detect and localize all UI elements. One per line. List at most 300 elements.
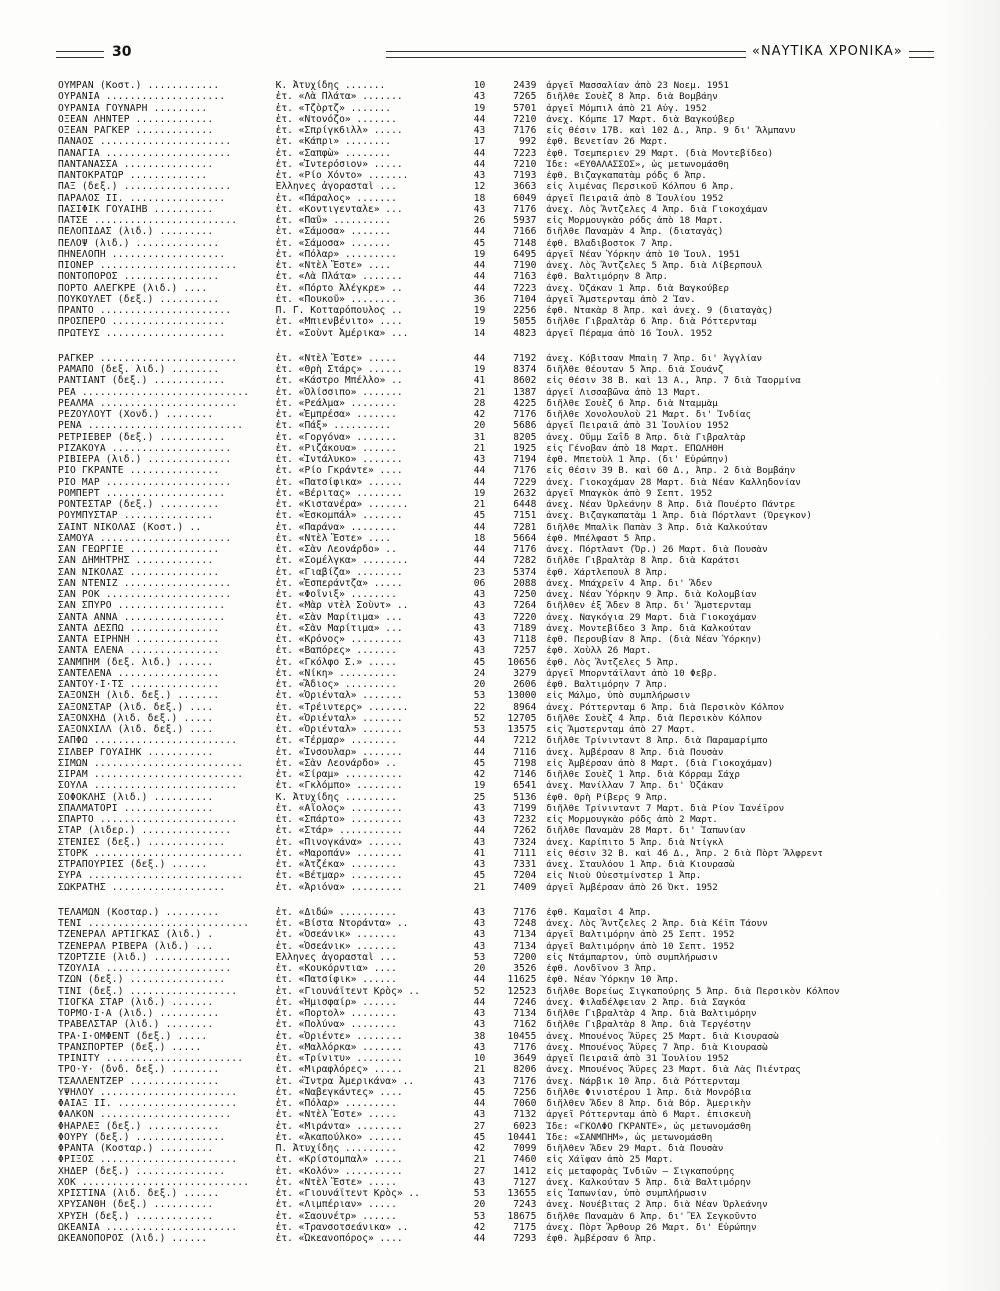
table-row bbox=[58, 283, 858, 294]
ship-crew: 44 bbox=[473, 746, 486, 758]
ship-movement: Ἴδε: «ΕΥΘΑΛΑΣΣΟΣ», ὡς μετωνομάσθη bbox=[546, 158, 729, 170]
ship-crew: 44 bbox=[473, 974, 486, 986]
ship-movement: ἀνεχ. Ρόττερνταμ 6 Ἀπρ. διὰ Περσικὸν Κόλπον bbox=[546, 701, 785, 713]
table-row bbox=[58, 986, 858, 997]
ship-name: ΠΑΝΤΟΚΡΑΤΩΡ ............. bbox=[58, 170, 208, 181]
ship-name: ΣΠΑΛΜΑΤΟΡΙ ............... bbox=[58, 802, 214, 814]
table-row bbox=[58, 1233, 858, 1244]
ship-tonnage: 7250 bbox=[513, 589, 537, 600]
ship-crew: 52 bbox=[473, 712, 486, 724]
ship-name: ΤΟΡΜΟ·Ι·Α (λιδ.) .......... bbox=[58, 1008, 220, 1019]
ship-movement: ἀνεχ. Νέαν Ὑόρκην 9 Ἀπρ. διὰ Κολομβίαν bbox=[546, 589, 757, 600]
ship-movement: ἀργεῖ Μπορντάϊλαντ ἀπὸ 10 Φεβρ. bbox=[546, 667, 718, 679]
ship-tonnage: 5055 bbox=[513, 316, 537, 328]
ship-name: ΡΙΖΑΚΟΥΑ .................... bbox=[58, 442, 232, 454]
ship-movement: ἀνεχ. Ὀζάκαν 1 Ἀπρ. διὰ Βαγκούβερ bbox=[546, 282, 729, 294]
table-row bbox=[58, 271, 858, 282]
ship-tonnage: 7200 bbox=[513, 951, 537, 963]
ship-owner: ἑτ. «Ἐσπεράντζα» ..... bbox=[275, 577, 403, 589]
ship-tonnage: 1925 bbox=[513, 442, 537, 454]
ship-movement: ἀνεχ. Καλκούταν 5 Ἀπρ. διὰ Βαλτιμόρην bbox=[546, 1176, 752, 1188]
ship-movement: ἀργεῖ Μπαγκὸκ ἀπὸ 9 Σεπτ. 1952 bbox=[546, 487, 713, 499]
ship-owner: ἑτ. «Πάξ» .......... bbox=[275, 420, 392, 432]
ship-name: ΩΚΕΑΝΟΠΟΡΟΣ (λιδ.) ...... bbox=[58, 1233, 208, 1244]
table-row bbox=[58, 1064, 858, 1075]
table-row bbox=[58, 125, 858, 136]
ship-movement: διῆλθε Σουὲζ 1 Ἀπρ. διὰ Κόρραμ Σάχρ bbox=[546, 769, 740, 780]
ship-movement: ἀνεχ. Μπουένος Ἄϋρες 25 Μαρτ. διὰ Κιουρασὼ bbox=[546, 1030, 779, 1042]
ship-movement: ἐφθ. Χάρτλεπουλ 8 Ἀπρ. bbox=[546, 566, 669, 578]
ship-crew: 44 bbox=[473, 996, 486, 1008]
ship-name: ΡΑΜΑΠΟ (δεξ. λιδ.) ........ bbox=[58, 364, 220, 375]
ship-crew: 53 bbox=[473, 951, 486, 963]
ship-crew: 43 bbox=[473, 1075, 486, 1087]
table-row bbox=[58, 907, 858, 918]
ship-tonnage: 7176 bbox=[513, 544, 537, 555]
ship-crew: 43 bbox=[473, 170, 486, 181]
table-row bbox=[58, 522, 858, 533]
ship-movement: εἰς λιμένας Περσικοῦ Κόλπου 6 Ἀπρ. bbox=[546, 181, 735, 193]
table-row bbox=[58, 488, 858, 499]
ship-tonnage: 2632 bbox=[513, 487, 537, 499]
ship-movement: ἐφθ. Καμαΐσι 4 Ἀπρ. bbox=[546, 906, 652, 918]
table-row bbox=[58, 226, 858, 237]
table-row bbox=[58, 1042, 858, 1053]
ship-tonnage: 7460 bbox=[513, 1154, 537, 1166]
table-row bbox=[58, 1154, 858, 1165]
ship-movement: εἰς θέσιν 38 Β. καὶ 13 Α., Ἀπρ. 7 διὰ Ταορμίνα bbox=[546, 375, 801, 387]
ship-name: ΣΑΝΤΕΛΕΝΑ ................. bbox=[58, 667, 220, 679]
ship-name: ΣΤΑΡ (λιδερ.) ............... bbox=[58, 825, 232, 837]
ship-tonnage: 7146 bbox=[513, 769, 537, 780]
ship-crew: 45 bbox=[473, 870, 486, 882]
ship-owner: ἑτ. «Ντὲλ Ἔστε» ..... bbox=[275, 352, 397, 364]
ship-tonnage: 18675 bbox=[507, 1210, 537, 1222]
ship-name: ΠΟΝΤΟΠΟΡΟΣ ................ bbox=[58, 271, 220, 283]
table-row bbox=[58, 758, 858, 769]
ship-owner: ἑτ. «Σπάρτο» ......... bbox=[275, 814, 403, 825]
ship-crew: 43 bbox=[473, 600, 486, 612]
ship-crew: 21 bbox=[473, 499, 486, 510]
ship-crew: 41 bbox=[473, 847, 486, 859]
table-row bbox=[58, 1098, 858, 1109]
ship-crew: 19 bbox=[473, 780, 486, 792]
ship-movement: διῆλθε Γιβραλτὰρ 4 Ἀπρ. διὰ Βαλτιμόρην bbox=[546, 1008, 757, 1019]
ship-owner: ἑτ. «Λιμπέριαν» ..... bbox=[275, 1199, 397, 1211]
ship-crew: 45 bbox=[473, 757, 486, 769]
ship-crew: 53 bbox=[473, 1210, 486, 1222]
ship-movement: Ἴδε: «ΓΚΟΛΦΟ ΓΚΡΑΝΤΕ», ὡς μετωνομάσθη bbox=[546, 1120, 752, 1132]
ship-crew: 14 bbox=[473, 327, 486, 339]
ship-tonnage: 7175 bbox=[513, 1221, 537, 1233]
ship-tonnage: 5136 bbox=[513, 791, 537, 803]
ship-movement: ἀνεχ. Βιζαγκαπατὰμ 1 Ἀπρ. διὰ Πόρτλαντ (Ὀρεγκον) bbox=[546, 510, 812, 522]
page-edge-shading bbox=[940, 0, 1000, 1291]
ship-tonnage: 7199 bbox=[513, 802, 537, 814]
ship-name: ΠΑΝΤΑΝΑΣΣΑ ............... bbox=[58, 158, 214, 170]
ship-name: ΤΕΛΑΜΩΝ (Κοσταρ.) ......... bbox=[58, 906, 220, 918]
ship-name: ΦΑΙΑΞ ΙΙ. .................... bbox=[58, 1098, 238, 1109]
ship-crew: 44 bbox=[473, 544, 486, 555]
ship-tonnage: 7132 bbox=[513, 1109, 537, 1121]
ship-tonnage: 7176 bbox=[513, 465, 537, 477]
table-row bbox=[58, 859, 858, 870]
ship-owner: ἑτ. «Ἰνσουλαρ» ....... bbox=[275, 746, 403, 758]
ship-tonnage: 2256 bbox=[513, 305, 537, 316]
ship-name: ΠΡΑΝΤΟ ...................... bbox=[58, 305, 232, 316]
ship-crew: 43 bbox=[473, 940, 486, 952]
table-row bbox=[58, 193, 858, 204]
ship-tonnage: 7243 bbox=[513, 1199, 537, 1211]
ship-tonnage: 7193 bbox=[513, 170, 537, 181]
ship-owner: ἑτ. «Βαπόρες» ....... bbox=[275, 645, 397, 657]
ship-crew: 43 bbox=[473, 91, 486, 103]
table-row bbox=[58, 713, 858, 724]
ship-crew: 43 bbox=[473, 589, 486, 600]
ship-owner: ἑτ. «Γιαβίζα» ........ bbox=[275, 566, 403, 578]
ship-owner: ἑτ. «Πατσίφικα» ...... bbox=[275, 476, 403, 488]
ship-crew: 27 bbox=[473, 1165, 486, 1177]
ship-name: ΣΑΞΟΝΧΙΛΛ (λιδ. δεξ.) .... bbox=[58, 724, 214, 735]
page-header bbox=[56, 42, 934, 68]
table-row bbox=[58, 1019, 858, 1030]
ship-tonnage: 12705 bbox=[507, 712, 537, 724]
ship-name: ΠΡΟΣΠΕΡΟ ................... bbox=[58, 316, 226, 328]
ship-name: ΣΤΟΡΚ ......................... bbox=[58, 847, 244, 859]
ship-movement: ἀργεῖ Μόμπιλ ἀπὸ 21 Αὐγ. 1952 bbox=[546, 102, 707, 114]
ship-crew: 21 bbox=[473, 442, 486, 454]
ship-name: ΤΖΟΥΛΙΑ ..................... bbox=[58, 963, 232, 974]
table-row bbox=[58, 420, 858, 431]
ship-movement: ἀνεχ. Οὔμμ Σαΐδ 8 Ἀπρ. διὰ Γιβραλτὰρ bbox=[546, 431, 746, 443]
table-row bbox=[58, 364, 858, 375]
ship-crew: 19 bbox=[473, 364, 486, 375]
ship-name: ΟΞΕΑΝ ΛΗΝΤΕΡ ............. bbox=[58, 113, 214, 125]
ship-name: ΟΞΕΑΝ ΡΑΓΚΕΡ ............. bbox=[58, 125, 214, 136]
ship-crew: 44 bbox=[473, 1233, 486, 1244]
ship-name: ΣΟΥΛΑ ........................ bbox=[58, 780, 238, 792]
ship-tonnage: 4823 bbox=[513, 327, 537, 339]
ship-owner: ἑτ. «Κρίστομπαλ» ..... bbox=[275, 1154, 403, 1166]
ship-tonnage: 7118 bbox=[513, 634, 537, 645]
ship-tonnage: 4225 bbox=[513, 397, 537, 409]
ship-name: ΡΟΝΤΕΣΤΑΡ (δεξ.) .......... bbox=[58, 499, 220, 510]
ship-name: ΠΡΩΤΕΥΣ .................... bbox=[58, 327, 226, 339]
ship-name: ΡΟΜΠΕΡΤ .................... bbox=[58, 487, 226, 499]
ship-crew: 27 bbox=[473, 1120, 486, 1132]
ship-movement: ἐφθ. Βαλτιμόρην 8 Ἀπρ. bbox=[546, 271, 669, 283]
ship-movement: διῆλθε Γιβραλτὰρ 8 Ἀπρ. διὰ Καράτσι bbox=[546, 555, 740, 567]
ship-name: ΣΑΝ ΔΗΜΗΤΡΗΣ ............. bbox=[58, 555, 214, 567]
table-row bbox=[58, 1132, 858, 1143]
ship-owner: ἑτ. «Πινογκάνα» ...... bbox=[275, 836, 403, 848]
ship-owner: ἑτ. «Σπρίγκ6ιλλ» ..... bbox=[275, 125, 403, 136]
ship-tonnage: 3663 bbox=[513, 181, 537, 193]
ship-owner: ἑτ. «Ἄδιος» ......... bbox=[275, 679, 397, 690]
table-row bbox=[58, 1222, 858, 1233]
ship-tonnage: 7257 bbox=[513, 645, 537, 657]
ship-movement: διῆλθε Θέουταν 5 Ἀπρ. διὰ Σουάνζ bbox=[546, 364, 724, 375]
ship-owner: ἑτ. «Μὰρ ντὲλ Σοὺντ» .. bbox=[275, 600, 409, 612]
ship-owner: ἑτ. «Κάστρο Μπέλλο» .. bbox=[275, 375, 403, 387]
table-row bbox=[58, 780, 858, 791]
ship-tonnage: 13575 bbox=[507, 724, 537, 735]
ship-tonnage: 7176 bbox=[513, 409, 537, 420]
ship-name: ΣΑΝΤΑ ΕΙΡΗΝΗ .............. bbox=[58, 634, 220, 645]
ship-crew: 24 bbox=[473, 667, 486, 679]
ship-tonnage: 7176 bbox=[513, 203, 537, 215]
ship-owner: ἑτ. «Ντὲλ Ἔστε» ..... bbox=[275, 1109, 397, 1121]
ship-owner: ἑτ. «Πάραλος» ....... bbox=[275, 192, 397, 204]
ship-movement: διῆλθε Γιβραλτὰρ 6 Ἀπρ. διὰ Ρόττερνταμ bbox=[546, 316, 757, 328]
ship-name: ΦΡΙΞΟΣ ....................... bbox=[58, 1154, 238, 1166]
ship-group bbox=[58, 353, 858, 893]
ship-crew: 43 bbox=[473, 203, 486, 215]
ship-movement: ἀργεῖ Ἄμστερνταμ ἀπὸ 2 Ἰαν. bbox=[546, 293, 696, 305]
ship-owner: ἑτ. «Ἡμισφαίρ» ...... bbox=[275, 996, 397, 1008]
ship-owner: ἑτ. «Γκόλφο Σ.» ..... bbox=[275, 656, 397, 668]
ship-tonnage: 8206 bbox=[513, 1064, 537, 1076]
table-row bbox=[58, 941, 858, 952]
table-row bbox=[58, 305, 858, 316]
ship-crew: 42 bbox=[473, 769, 486, 780]
ship-tonnage: 5664 bbox=[513, 532, 537, 544]
ship-crew: 43 bbox=[473, 1041, 486, 1053]
ship-owner: ἑτ. «Σὰν Λεονάρδο» .. bbox=[275, 757, 397, 769]
ship-crew: 44 bbox=[473, 113, 486, 125]
ship-owner: ἑτ. «Ὀλίσσιπο» ....... bbox=[275, 386, 403, 398]
ship-group bbox=[58, 907, 858, 1245]
table-row bbox=[58, 679, 858, 690]
ship-crew: 44 bbox=[473, 352, 486, 364]
ship-crew: 44 bbox=[473, 226, 486, 238]
table-row bbox=[58, 814, 858, 825]
ship-movement: ἐφθ. Χοὺλλ 26 Μαρτ. bbox=[546, 645, 652, 657]
ship-movement: ἐφθ. Νέαν Ὑόρκην 10 Ἀπρ. bbox=[546, 974, 680, 986]
ship-movement: ἀνεχ. Λὸς Ἄντζελες 5 Ἀπρ. διὰ Λίβερπουλ bbox=[546, 260, 763, 271]
ship-owner: Ἕλληνες ἀγορασταὶ ... bbox=[275, 181, 397, 193]
ship-crew: 18 bbox=[473, 192, 486, 204]
ship-movement: ἀνεχ. Φιλαδέλφειαν 2 Ἀπρ. διὰ Σαγκόα bbox=[546, 996, 746, 1008]
ship-name: ΧΗΔΕΡ (δεξ.) ............... bbox=[58, 1165, 226, 1177]
table-row bbox=[58, 249, 858, 260]
ship-owner: ἑτ. «Σίραμ» .......... bbox=[275, 769, 403, 780]
ship-owner: ἑτ. «Σαουνέτρ» ...... bbox=[275, 1210, 397, 1222]
ship-tonnage: 7331 bbox=[513, 859, 537, 870]
ship-crew: 43 bbox=[473, 1008, 486, 1019]
ship-name: ΡΕΤΡΙΕΒΕΡ (δεξ.) ........... bbox=[58, 431, 226, 443]
table-row bbox=[58, 600, 858, 611]
ship-movement: ἐφθ. Βιζαγκαπατὰμ ρόδς 6 Ἀπρ. bbox=[546, 170, 707, 181]
ship-tonnage: 7232 bbox=[513, 814, 537, 825]
ship-name: ΣΑΝ ΝΙΚΟΛΑΣ ............... bbox=[58, 566, 220, 578]
table-row bbox=[58, 375, 858, 386]
table-row bbox=[58, 294, 858, 305]
table-row bbox=[58, 1053, 858, 1064]
ship-name: ΡΕΖΟΥΛΟΥΤ (Χονδ.) ........ bbox=[58, 409, 214, 420]
ship-owner: ἑτ. «Στάρ» ........... bbox=[275, 825, 403, 837]
ship-tonnage: 5937 bbox=[513, 215, 537, 226]
ship-owner: ἑτ. «Γιουνάϊτεντ Κρὸς» .. bbox=[275, 985, 420, 997]
ship-name: ΣΑΝΜΠΗΜ (δεξ. λιδ.) ...... bbox=[58, 656, 214, 668]
ship-crew: 38 bbox=[473, 1030, 486, 1042]
ship-movement: διῆλθεν Ἄδεν 29 Μαρτ. διὰ Πουσὰν bbox=[546, 1143, 724, 1154]
ship-crew: 18 bbox=[473, 532, 486, 544]
ship-owner: ἑτ. «Ἀκαπούλκο» ...... bbox=[275, 1131, 403, 1143]
ship-crew: 20 bbox=[473, 963, 486, 974]
ship-name: ΠΕΛΟΠΙΔΑΣ (λιδ.) ......... bbox=[58, 226, 214, 238]
ship-name: ΣΑΝΤΑ ΔΕΣΠΩ ............... bbox=[58, 622, 220, 634]
ship-movement: εἰς Μάλμο, ὑπὸ συμπλήρωσιν bbox=[546, 690, 691, 702]
table-row bbox=[58, 645, 858, 656]
ship-owner: ἑτ. «Κιστανέρα» ....... bbox=[275, 499, 409, 510]
ship-owner: ἑτ. «Γιουνάϊτεντ Κρὸς» .. bbox=[275, 1188, 420, 1199]
ship-tonnage: 7409 bbox=[513, 881, 537, 893]
ship-movement: ἐφθ. Μπετοὺλ 1 Ἀπρ. (δι' Εὐρώπην) bbox=[546, 454, 729, 465]
table-row bbox=[58, 578, 858, 589]
ship-crew: 43 bbox=[473, 906, 486, 918]
ship-movement: ἀργεῖ Λισσαβῶνα ἀπὸ 13 Μαρτ. bbox=[546, 386, 702, 398]
table-row bbox=[58, 148, 858, 159]
ship-crew: 43 bbox=[473, 611, 486, 623]
ship-movement: ἀργεῖ Βαλτιμόρην ἀπὸ 25 Σεπτ. 1952 bbox=[546, 929, 735, 941]
ship-crew: 19 bbox=[473, 487, 486, 499]
table-row bbox=[58, 724, 858, 735]
ship-movement: ἐφθ. Τσεμπεριεν 29 Μαρτ. (διὰ Μοντεβίδεο) bbox=[546, 147, 774, 159]
ship-crew: 53 bbox=[473, 724, 486, 735]
table-row bbox=[58, 353, 858, 364]
ship-movement: ἀνεχ. Μοντεβίδεο 3 Ἀπρ. διὰ Καλκούταν bbox=[546, 622, 752, 634]
ship-name: ΠΑΡΑΛΟΣ ΙΙ. ................ bbox=[58, 192, 226, 204]
ship-owner: ἑτ. «Ἐσκομπάλ» ....... bbox=[275, 510, 403, 522]
ship-movement: ἀνεχ. Λὸς Ἄντζελες 4 Ἀπρ. διὰ Γιοκοχάμαν bbox=[546, 203, 768, 215]
ship-name: ΡΙΟ ΜΑΡ ..................... bbox=[58, 476, 232, 488]
ship-tonnage: 7176 bbox=[513, 125, 537, 136]
ship-owner: ἑτ. «Κρόνος» ......... bbox=[275, 634, 403, 645]
ship-movement: διῆλθε Παναμὰν 4 Ἀπρ. (διαταγὰς) bbox=[546, 226, 724, 238]
ship-tonnage: 7246 bbox=[513, 996, 537, 1008]
ship-movement: ἀργεῖ Πειραιᾶ ἀπὸ 31 Ἰουλίου 1952 bbox=[546, 1053, 729, 1064]
ship-name: ΡΟΥΜΠΥΣΤΑΡ ............... bbox=[58, 510, 214, 522]
ship-owner: Π. Ἀτυχίδης ......... bbox=[275, 1143, 397, 1154]
ship-name: ΤΖΟΡΤΖΙΕ (λιδ.) ............. bbox=[58, 951, 232, 963]
ship-movement: διῆλθε Παναμὰν 28 Μαρτ. δι' Ἰαπωνίαν bbox=[546, 825, 746, 837]
journal-title: «ΝΑΥΤΙΚΑ ΧΡΟΝΙΚΑ» bbox=[746, 44, 909, 59]
table-row bbox=[58, 170, 858, 181]
table-row bbox=[58, 238, 858, 249]
ship-tonnage: 3279 bbox=[513, 667, 537, 679]
ship-crew: 45 bbox=[473, 656, 486, 668]
ship-owner: ἑτ. «Ὀριέντε» ........ bbox=[275, 1030, 403, 1042]
ship-tonnage: 7223 bbox=[513, 147, 537, 159]
ship-crew: 44 bbox=[473, 555, 486, 567]
ship-name: ΣΑΞΟΝΧΗΔ (λιδ. δεξ.) ..... bbox=[58, 712, 214, 724]
ship-movement: εἰς θέσιν 32 Β. καὶ 46 Δ., Ἀπρ. 2 διὰ Πὸρτ Ἄλφρεντ bbox=[546, 847, 823, 859]
ship-name: ΠΟΡΤΟ ΑΛΕΓΚΡΕ (λιδ.) .... bbox=[58, 282, 208, 294]
ship-owner: ἑτ. «Διδώ» .......... bbox=[275, 906, 397, 918]
ship-movement: ἀργεῖ Πέραμα ἀπὸ 16 Ἰουλ. 1952 bbox=[546, 327, 713, 339]
ship-owner: Κ. Ἀτυχίδης ....... bbox=[275, 80, 386, 91]
ship-tonnage: 992 bbox=[519, 136, 537, 148]
ship-name: ΧΡΥΣΑΝΘΗ (δεξ.) .......... bbox=[58, 1199, 214, 1211]
ship-movement: ἐφθ. Βαλτιμόρην 7 Ἀπρ. bbox=[546, 679, 669, 690]
ship-owner: ἑτ. «Πατσίφικ» ...... bbox=[275, 974, 397, 986]
table-row bbox=[58, 328, 858, 339]
ship-owner: ἑτ. «Ντὲλ Ἔστε» .... bbox=[275, 532, 392, 544]
ship-crew: 43 bbox=[473, 929, 486, 941]
ship-crew: 45 bbox=[473, 1131, 486, 1143]
ship-owner: ἑτ. «Μπιενβένιτο» .... bbox=[275, 316, 403, 328]
ship-owner: ἑτ. «Κάπρι» ........ bbox=[275, 136, 392, 148]
header-rule-left bbox=[56, 51, 104, 58]
table-row bbox=[58, 533, 858, 544]
table-row bbox=[58, 398, 858, 409]
ship-tonnage: 2088 bbox=[513, 577, 537, 589]
ship-tonnage: 5374 bbox=[513, 566, 537, 578]
ship-owner: ἑτ. «Κολόν» .......... bbox=[275, 1165, 403, 1177]
ship-tonnage: 2439 bbox=[513, 80, 537, 91]
ship-name: ΤΖΕΝΕΡΑΛ ΡΙΒΕΡΑ (λιδ.) ... bbox=[58, 940, 214, 952]
ship-movement: ἐφθ. Βενετίαν 26 Μαρτ. bbox=[546, 136, 669, 148]
table-row bbox=[58, 114, 858, 125]
ship-crew: 19 bbox=[473, 248, 486, 260]
table-row bbox=[58, 952, 858, 963]
table-row bbox=[58, 612, 858, 623]
ship-name: ΠΗΝΕΛΟΠΗ ................... bbox=[58, 248, 226, 260]
ship-crew: 45 bbox=[473, 1086, 486, 1098]
ship-owner: ἑτ. «Ὠκεανοπόρος» .... bbox=[275, 1233, 403, 1244]
ship-tonnage: 12523 bbox=[507, 985, 537, 997]
ship-crew: 45 bbox=[473, 510, 486, 522]
ship-owner: ἑτ. «Ὀριένταλ» ....... bbox=[275, 690, 403, 702]
ship-tonnage: 7223 bbox=[513, 282, 537, 294]
ship-tonnage: 7166 bbox=[513, 226, 537, 238]
ship-owner: ἑτ. «Μαροπάν» ........ bbox=[275, 847, 403, 859]
ship-movement: ἀνεχ. Πόρτλαντ (Ὄρ.) 26 Μαρτ. διὰ Πουσὰν bbox=[546, 544, 768, 555]
ship-crew: 44 bbox=[473, 521, 486, 533]
ship-owner: ἑτ. «Ἰντάλυκο» ....... bbox=[275, 454, 403, 465]
table-row bbox=[58, 974, 858, 985]
table-row bbox=[58, 735, 858, 746]
table-row bbox=[58, 997, 858, 1008]
ship-crew: 43 bbox=[473, 1019, 486, 1031]
ship-owner: ἑτ. «Ναβεγκάντες» .... bbox=[275, 1086, 403, 1098]
ship-name: ΣΑΝΤΟΥ·Ι·ΤΣ ............... bbox=[58, 679, 220, 690]
ship-crew: 43 bbox=[473, 454, 486, 465]
ship-tonnage: 3649 bbox=[513, 1053, 537, 1064]
table-row bbox=[58, 103, 858, 114]
table-row bbox=[58, 589, 858, 600]
ship-owner: ἑτ. «Ὀσεάνικ» ....... bbox=[275, 940, 397, 952]
ship-movement: ἀνεχ. Σταυλόου 1 Ἀπρ. διὰ Κιουρασὼ bbox=[546, 859, 735, 870]
ship-owner: ἑτ. «Ντὲλ Ἔστε» .... bbox=[275, 260, 392, 271]
ship-name: ΣΑΞΟΝΣΤΑΡ (λιδ. δεξ.) .... bbox=[58, 701, 214, 713]
table-row bbox=[58, 204, 858, 215]
ship-owner: ἑτ. «Σομέλγκα» ........ bbox=[275, 555, 409, 567]
ship-crew: 42 bbox=[473, 409, 486, 420]
ship-tonnage: 6541 bbox=[513, 780, 537, 792]
table-row bbox=[58, 747, 858, 758]
ship-tonnage: 7220 bbox=[513, 611, 537, 623]
ship-owner: ἑτ. «Θρὴ Στάρς» ...... bbox=[275, 364, 403, 375]
ship-name: ΣΙΛΒΕΡ ΓΟΥΑΙΗΚ ........... bbox=[58, 746, 214, 758]
ship-tonnage: 6495 bbox=[513, 248, 537, 260]
ship-movement: εἰς θέσιν 39 Β. καὶ 60 Δ., Ἀπρ. 2 διὰ Βομβάην bbox=[546, 465, 796, 477]
table-row bbox=[58, 1143, 858, 1154]
table-row bbox=[58, 454, 858, 465]
ship-tonnage: 7248 bbox=[513, 918, 537, 929]
ship-name: ΩΚΕΑΝΙΑ ...................... bbox=[58, 1221, 238, 1233]
